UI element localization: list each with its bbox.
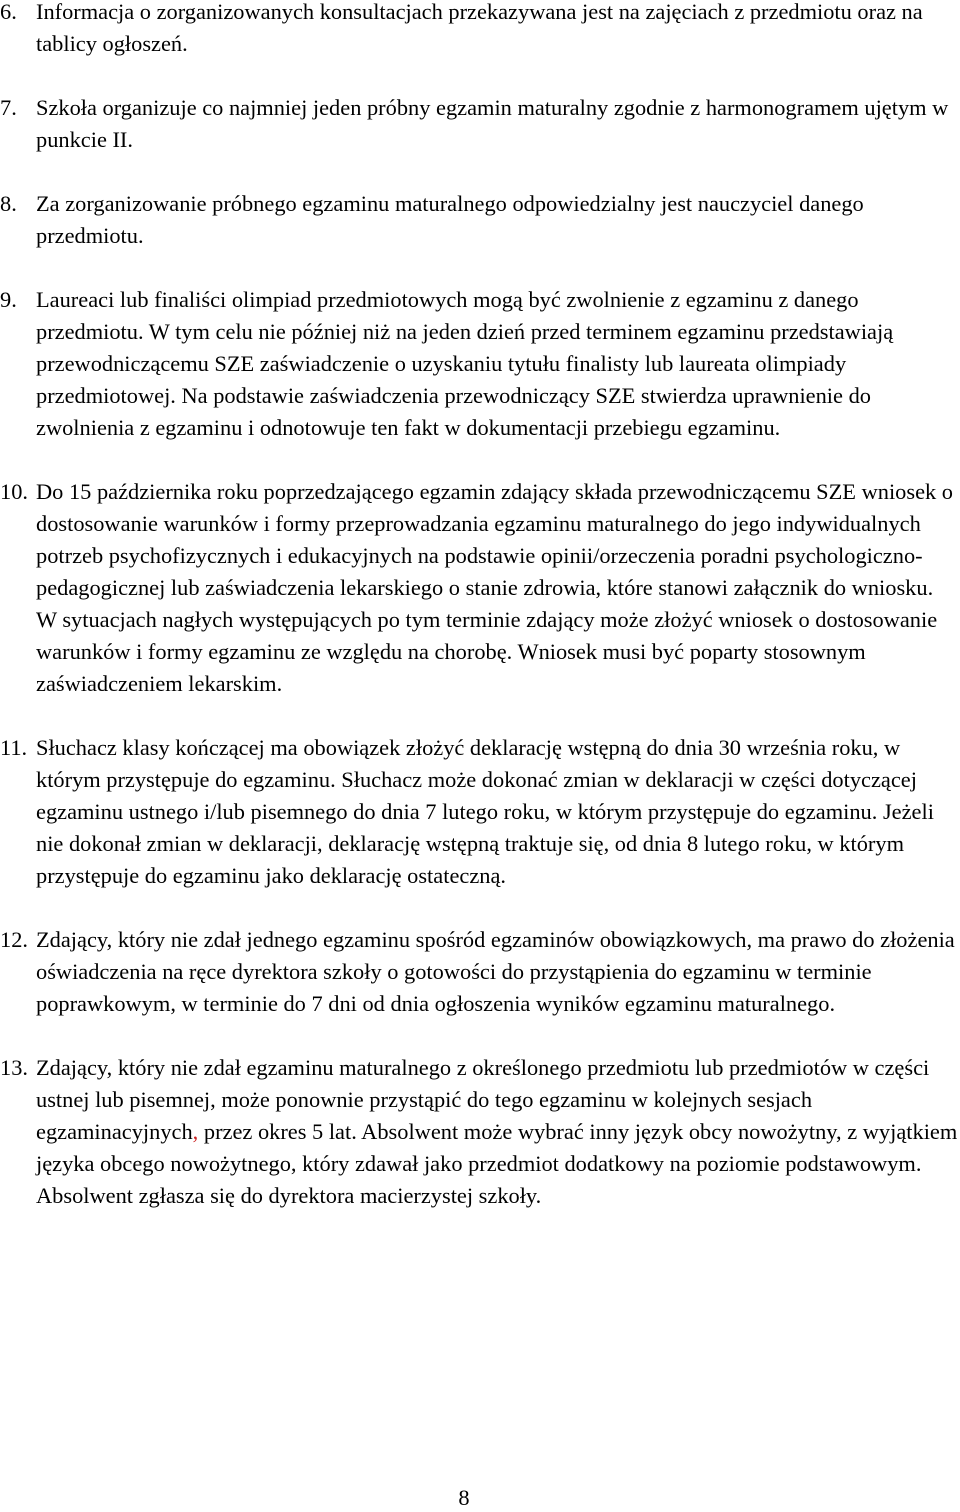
list-item-12 bbox=[0, 924, 958, 1020]
item-number: 10. bbox=[0, 479, 28, 504]
item-number: 11. bbox=[0, 735, 28, 760]
item-number: 7. bbox=[0, 95, 17, 120]
list-item-10 bbox=[0, 476, 958, 700]
list-item-8 bbox=[0, 188, 958, 252]
item-text: Szkoła organizuje co najmniej jeden próbny egzamin maturalny zgodnie z harmonogramem ujętym w punkcie II. bbox=[36, 95, 949, 152]
item-text: Informacja o zorganizowanych konsultacjach przekazywana jest na zajęciach z przedmiotu oraz na tablicy ogłoszeń. bbox=[36, 0, 923, 56]
item-number: 9. bbox=[0, 287, 17, 312]
item-number: 13. bbox=[0, 1055, 28, 1080]
item-text-part: przez okres 5 lat. Absolwent może wybrać inny język obcy nowożytny, z wyjątkiem języka obcego nowożytnego, który zdawał jako przedmiot dodatkowy na poziomie podstawowym. Absolwent zgłasza się do dyrektora macierzystej szkoły. bbox=[36, 1119, 958, 1208]
item-text-part: Zdający, który nie zdał egzaminu maturalnego z określonego przedmiotu lub przedmiotów w części ustnej lub pisemnej, może ponownie przystąpić do tego egzaminu w kolejnych sesjach egzaminacyjnych bbox=[36, 1055, 930, 1144]
item-text: Słuchacz klasy kończącej ma obowiązek złożyć deklarację wstępną do dnia 30 września roku, w którym przystępuje do egzaminu. Słuchacz może dokonać zmian w deklaracji w części dotyczącej egzaminu ustnego i/lub pisemnego do dnia 7 lutego roku, w którym przystępuje do egzaminu. Jeżeli nie dokonał zmian w deklaracji, deklarację wstępną traktuje się, od dnia 8 lutego roku, w którym przystępuje do egzaminu jako deklarację ostateczną. bbox=[36, 735, 934, 888]
page-number: 8 bbox=[458, 1485, 470, 1510]
list-item-7 bbox=[0, 92, 958, 156]
item-number: 8. bbox=[0, 191, 17, 216]
list-item-6 bbox=[0, 0, 958, 60]
item-text: Za zorganizowanie próbnego egzaminu maturalnego odpowiedzialny jest nauczyciel danego przedmiotu. bbox=[36, 191, 864, 248]
item-number: 6. bbox=[0, 0, 17, 24]
item-text: Laureaci lub finaliści olimpiad przedmiotowych mogą być zwolnienie z egzaminu z danego przedmiotu. W tym celu nie później niż na jeden dzień przed terminem egzaminu przedstawiają przewodniczącemu SZE zaświadczenie o uzyskaniu tytułu finalisty lub laureata olimpiady przedmiotowej. Na podstawie zaświadczenia przewodniczący SZE stwierdza uprawnienie do zwolnienia z egzaminu i odnotowuje ten fakt w dokumentacji przebiegu egzaminu. bbox=[36, 287, 894, 440]
list-item-9 bbox=[0, 284, 958, 444]
item-text: Do 15 października roku poprzedzającego egzamin zdający składa przewodniczącemu SZE wniosek o dostosowanie warunków i formy przeprowadzania egzaminu maturalnego do jego indywidualnych potrzeb psychofizycznych i edukacyjnych na podstawie opinii/orzeczenia poradni psychologiczno-pedagogicznej lub zaświadczenia lekarskiego o stanie zdrowia, które stanowi załącznik do wniosku. W sytuacjach nagłych występujących po tym terminie zdający może złożyć wniosek o dostosowanie warunków i formy egzaminu ze względu na chorobę. Wniosek musi być poparty stosownym zaświadczeniem lekarskim. bbox=[36, 479, 953, 696]
list-item-13 bbox=[0, 1052, 958, 1212]
item-number: 12. bbox=[0, 927, 28, 952]
highlighted-comma: , bbox=[192, 1119, 199, 1144]
item-text: Zdający, który nie zdał jednego egzaminu spośród egzaminów obowiązkowych, ma prawo do złożenia oświadczenia na ręce dyrektora szkoły o gotowości do przystąpienia do egzaminu w terminie poprawkowym, w terminie do 7 dni od dnia ogłoszenia wyników egzaminu maturalnego. bbox=[36, 927, 955, 1016]
list-item-11 bbox=[0, 732, 958, 892]
